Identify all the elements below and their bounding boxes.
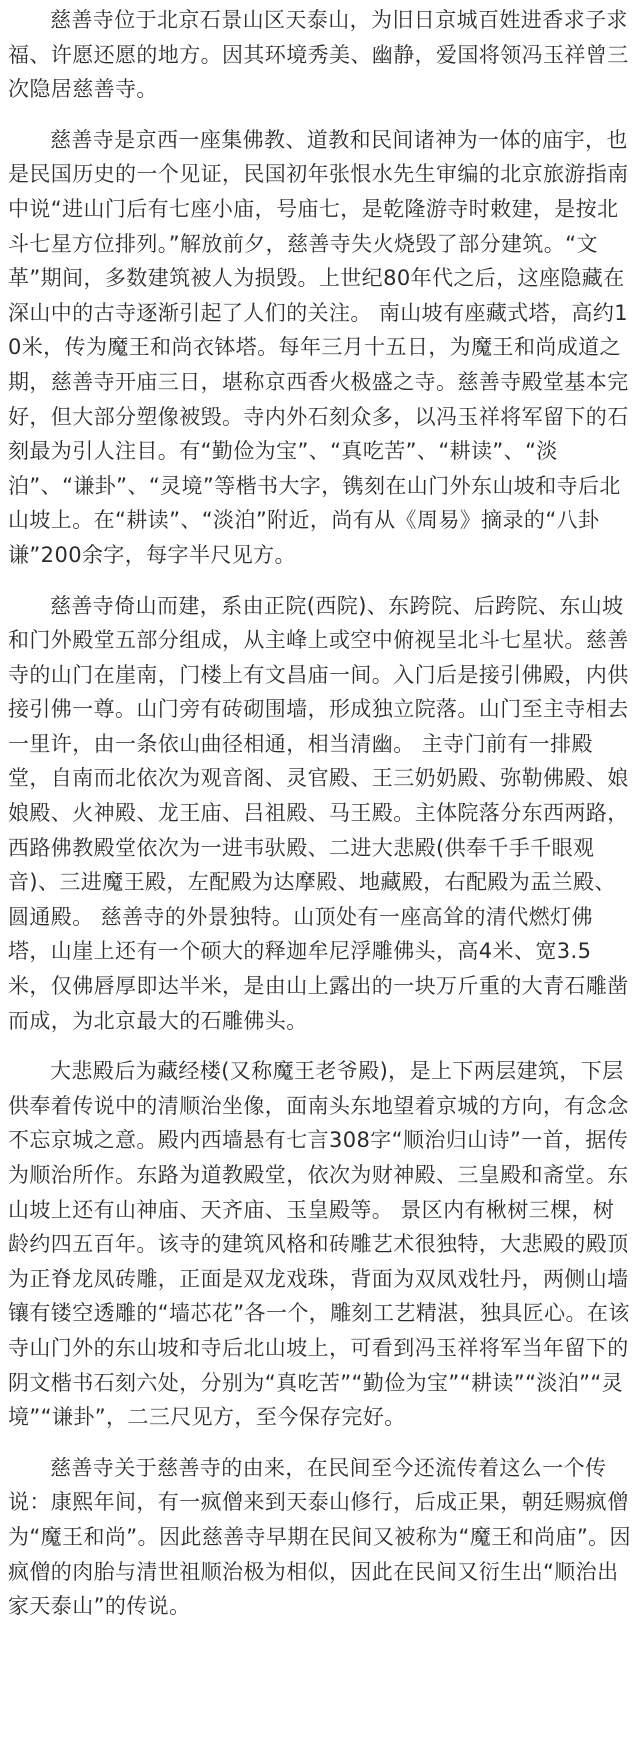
paragraph-buildings: 大悲殿后为藏经楼(又称魔王老爷殿)，是上下两层建筑，下层供奉着传说中的清顺治坐像，面南头东地望着京城的方向，有念念不忘京城之意。殿内西墙悬有七言308字“顺治归山诗”一首，据传为顺治所作。东路为道教殿堂，依次为财神殿、三皇殿和斋堂。东山坡上还有山神庙、天齐庙、玉皇殿等。 景区内有楸树三棵，树龄约四五百年。该寺的建筑风格和砖雕艺术很独特，大悲殿的殿顶为正脊龙凤砖雕，正面是双龙戏珠，背面为双凤戏牡丹，两侧山墙镶有镂空透雕的“墙芯花”各一个，雕刻工艺精湛，独具匠心。在该寺山门外的东山坡和寺后北山坡上，可看到冯玉祥将军当年留下的阴文楷书石刻六处，分别为“真吃苦”“勤俭为宝”“耕读”“淡泊”“灵境”“谦卦”，二三尺见方，至今保存完好。 xyxy=(8,1059,630,1430)
paragraph-gap xyxy=(8,573,632,589)
paragraph-history: 慈善寺是京西一座集佛教、道教和民间诸神为一体的庙宇，也是民国历史的一个见证，民国初年张恨水先生审编的北京旅游指南中说“进山门后有七座小庙，号庙七，是乾隆游寺时敕建，是按北斗七星方位排列。”解放前夕，慈善寺失火烧毁了部分建筑。“文革”期间，多数建筑被人为损毁。上世纪80年代之后，这座隐藏在深山中的古寺逐渐引起了人们的关注。 南山坡有座藏式塔，高约10米，传为魔王和尚衣钵塔。每年三月十五日，为魔王和尚成道之期，慈善寺开庙三日，堪称京西香火极盛之寺。慈善寺殿堂基本完好，但大部分塑像被毁。寺内外石刻众多，以冯玉祥将军留下的石刻最为引人注目。有“勤俭为宝”、“真吃苦”、“耕读”、“淡泊”、“谦卦”、“灵境”等楷书大字，镌刻在山门外东山坡和寺后北山坡上。在“耕读”、“淡泊”附近，尚有从《周易》摘录的“八卦谦”200余字，每字半尺见方。 xyxy=(8,127,629,567)
paragraph-layout: 慈善寺倚山而建，系由正院(西院)、东跨院、后跨院、东山坡和门外殿堂五部分组成，从主峰上或空中俯视呈北斗七星状。慈善寺的山门在崖南，门楼上有文昌庙一间。入门后是接引佛殿，内供接引佛一尊。山门旁有砖砌围墙，形成独立院落。山门至主寺相去一里许，由一条依山曲径相通，相当清幽。 主寺门前有一排殿堂，自南而北依次为观音阁、灵官殿、王三奶奶殿、弥勒佛殿、娘娘殿、火神殿、龙王庙、吕祖殿、马王殿。主体院落分东西两路，西路佛教殿堂依次为一进韦驮殿、二进大悲殿(供奉千手千眼观音)、三进魔王殿，左配殿为达摩殿、地藏殿，右配殿为盂兰殿、圆通殿。 慈善寺的外景独特。山顶处有一座高耸的清代燃灯佛塔，山崖上还有一个硕大的释迦牟尼浮雕佛头，高4米、宽3.5米，仅佛唇厚即达半米，是由山上露出的一块万斤重的大青石雕凿而成，为北京最大的石雕佛头。 xyxy=(8,593,629,1033)
paragraph-legend: 慈善寺关于慈善寺的由来，在民间至今还流传着这么一个传说：康熙年间，有一疯僧来到天泰山修行，后成正果，朝廷赐疯僧为“魔王和尚”。因此慈善寺早期在民间又被称为“魔王和尚庙”。因疯僧的肉胎与清世祖顺治极为相似，因此在民间又衍生出“顺治出家天泰山”的传说。 xyxy=(8,1455,631,1619)
paragraph-gap xyxy=(8,107,632,123)
paragraph-gap xyxy=(8,1435,632,1451)
paragraph-intro: 慈善寺位于北京石景山区天泰山，为旧日京城百姓进香求子求福、许愿还愿的地方。因其环境秀美、幽静，爱国将领冯玉祥曾三次隐居慈善寺。 xyxy=(8,8,629,102)
paragraph-gap xyxy=(8,1038,632,1054)
